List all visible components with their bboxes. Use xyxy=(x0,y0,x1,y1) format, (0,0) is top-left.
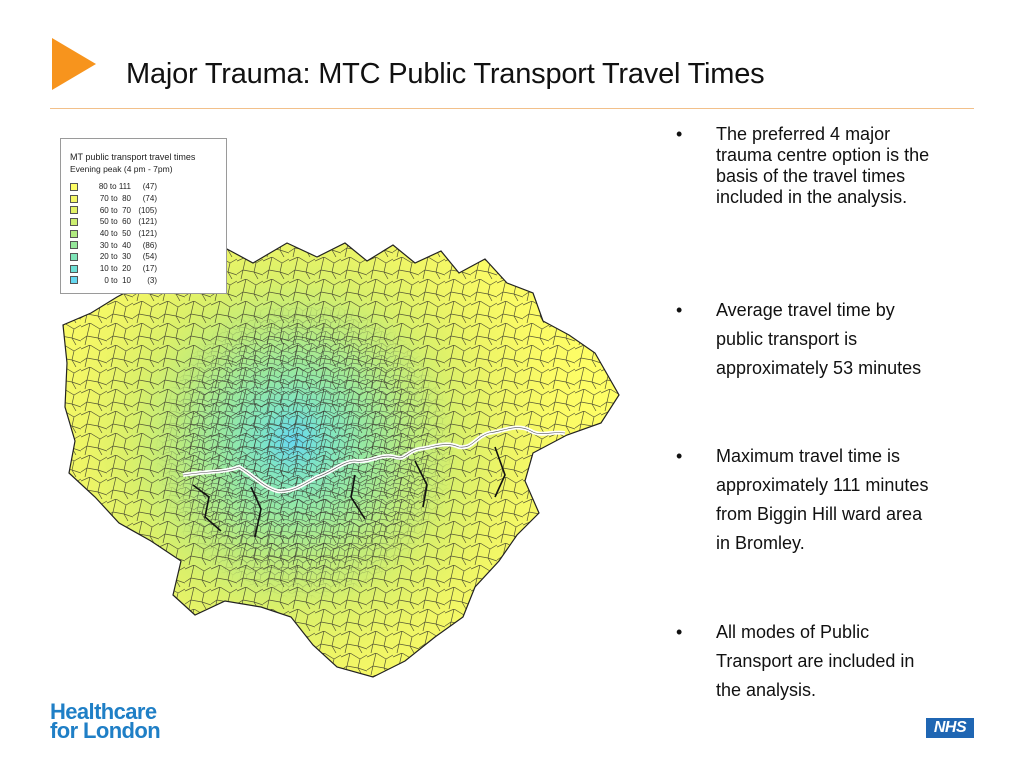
legend-swatch xyxy=(70,218,78,226)
logo-line-2: for London xyxy=(50,718,161,743)
legend-row xyxy=(70,275,157,287)
legend-swatch xyxy=(70,230,78,238)
legend-count: (3) xyxy=(147,275,157,285)
bullet-item xyxy=(676,618,934,705)
nhs-logo: NHS xyxy=(926,718,974,738)
legend-swatch xyxy=(70,241,78,249)
legend-range: 0 to 10 xyxy=(104,275,131,285)
legend-count: (47) xyxy=(142,182,157,192)
healthcare-for-london-logo xyxy=(50,699,161,743)
bullet-text: All modes of Public Transport are included in the analysis. xyxy=(716,622,915,700)
legend-range: 70 to 80 xyxy=(99,194,131,204)
bullet-item xyxy=(676,124,934,208)
title-divider xyxy=(50,108,974,109)
legend-range: 60 to 70 xyxy=(99,205,131,215)
legend-range: 30 to 40 xyxy=(99,240,131,250)
legend-row xyxy=(70,204,157,216)
legend-row xyxy=(70,216,157,228)
legend-swatch xyxy=(70,183,78,191)
legend-range: 50 to 60 xyxy=(99,217,131,227)
legend-row xyxy=(70,181,157,193)
legend-count: (17) xyxy=(142,264,157,274)
legend-row xyxy=(70,263,157,275)
legend-row xyxy=(70,251,157,263)
legend-row xyxy=(70,193,157,205)
bullet-item xyxy=(676,442,934,558)
bullet-dot: • xyxy=(676,446,683,466)
legend-subtitle: Evening peak (4 pm - 7pm) xyxy=(70,164,173,174)
legend-count: (86) xyxy=(142,240,157,250)
legend-rows xyxy=(70,181,157,286)
map-legend xyxy=(60,138,227,294)
bullet-dot: • xyxy=(676,622,683,642)
legend-count: (74) xyxy=(142,194,157,204)
legend-swatch xyxy=(70,195,78,203)
orange-arrow-icon xyxy=(50,36,98,92)
slide-title: Major Trauma: MTC Public Transport Travel Times xyxy=(126,58,765,90)
legend-swatch xyxy=(70,265,78,273)
legend-range: 40 to 50 xyxy=(99,229,131,239)
bullet-item xyxy=(676,296,934,383)
legend-range: 10 to 20 xyxy=(99,264,131,274)
legend-count: (54) xyxy=(142,252,157,262)
legend-swatch xyxy=(70,253,78,261)
bullet-dot: • xyxy=(676,124,683,144)
legend-swatch xyxy=(70,206,78,214)
legend-swatch xyxy=(70,276,78,284)
legend-count: (121) xyxy=(138,217,157,227)
legend-row xyxy=(70,228,157,240)
bullet-text: Average travel time by public transport is approximately 53 minutes xyxy=(716,300,922,378)
logo-line-1: Healthcare xyxy=(50,699,157,724)
london-travel-time-map xyxy=(55,235,625,680)
legend-count: (121) xyxy=(138,229,157,239)
legend-range: 20 to 30 xyxy=(99,252,131,262)
legend-range: 80 to 111 xyxy=(98,182,131,192)
legend-row xyxy=(70,239,157,251)
legend-title: MT public transport travel times xyxy=(70,152,196,162)
bullet-text: The preferred 4 major trauma centre option is the basis of the travel times included in the analysis. xyxy=(716,124,930,207)
legend-count: (105) xyxy=(138,205,157,215)
bullet-text: Maximum travel time is approximately 111 minutes from Biggin Hill ward area in Bromley. xyxy=(716,446,929,553)
bullet-dot: • xyxy=(676,300,683,320)
